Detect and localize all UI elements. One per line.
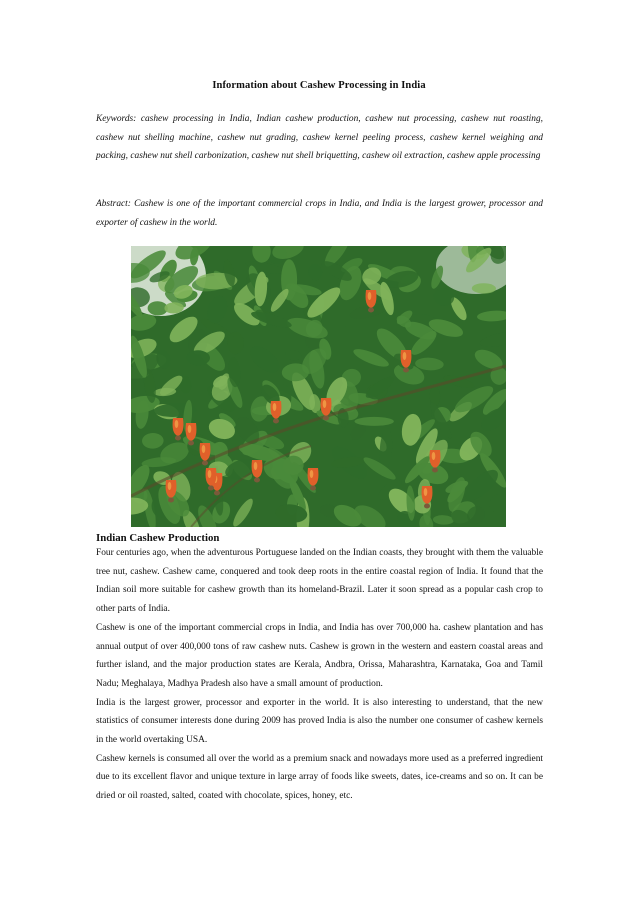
- keywords-paragraph: Keywords: cashew processing in India, Indian cashew production, cashew nut processing, cashew nut roasting, cashew nut shelling machine, cashew nut grading, cashew kernel peeling process, cashew kernel weighing and packing, cashew nut shell carbonization, cashew nut shell briquetting, cashew oil extraction, cashew apple processing: [96, 114, 543, 162]
- section-body: [96, 544, 543, 806]
- body-paragraph: Cashew kernels is consumed all over the world as a premium snack and nowadays more used as a preferred ingredient due to its excellent flavor and unique texture in large array of foods like sweets, dates, ice-creams and so on. It can be dried or oil roasted, salted, coated with chocolate, spices, honey, etc.: [96, 753, 543, 802]
- body-paragraph: Four centuries ago, when the adventurous Portuguese landed on the Indian coasts, they brought with them the valuable tree nut, cashew. Cashew came, conquered and took deep roots in the entire coastal region of India. It found that the Indian soil more suitable for cashew growth than its homeland-Brazil. Later it soon spread as a popular cash crop to other parts of India.: [96, 548, 543, 615]
- section-heading: Indian Cashew Production: [96, 532, 220, 544]
- abstract-paragraph: Abstract: Cashew is one of the important commercial crops in India, and India is the largest grower, processor and exporter of cashew in the world.: [96, 199, 543, 228]
- cashew-tree-photo: [131, 246, 506, 527]
- body-paragraph: Cashew is one of the important commercial crops in India, and India has over 700,000 ha. cashew plantation and has annual output of over 400,000 tons of raw cashew nuts. Cashew is grown in the western and eastern coastal areas and further island, and the major production states are Kerala, Andbra, Orissa, Maharashtra, Karnataka, Goa and Tamil Nadu; Meghalaya, Madhya Pradesh also have a small amount of production.: [96, 622, 543, 689]
- document-title: Information about Cashew Processing in India: [212, 80, 426, 91]
- body-paragraph: India is the largest grower, processor and exporter in the world. It is also interesting to understand, that the new statistics of consumer interests done during 2009 has proved India is also the number one consumer of cashew kernels in the world overtaking USA.: [96, 697, 543, 746]
